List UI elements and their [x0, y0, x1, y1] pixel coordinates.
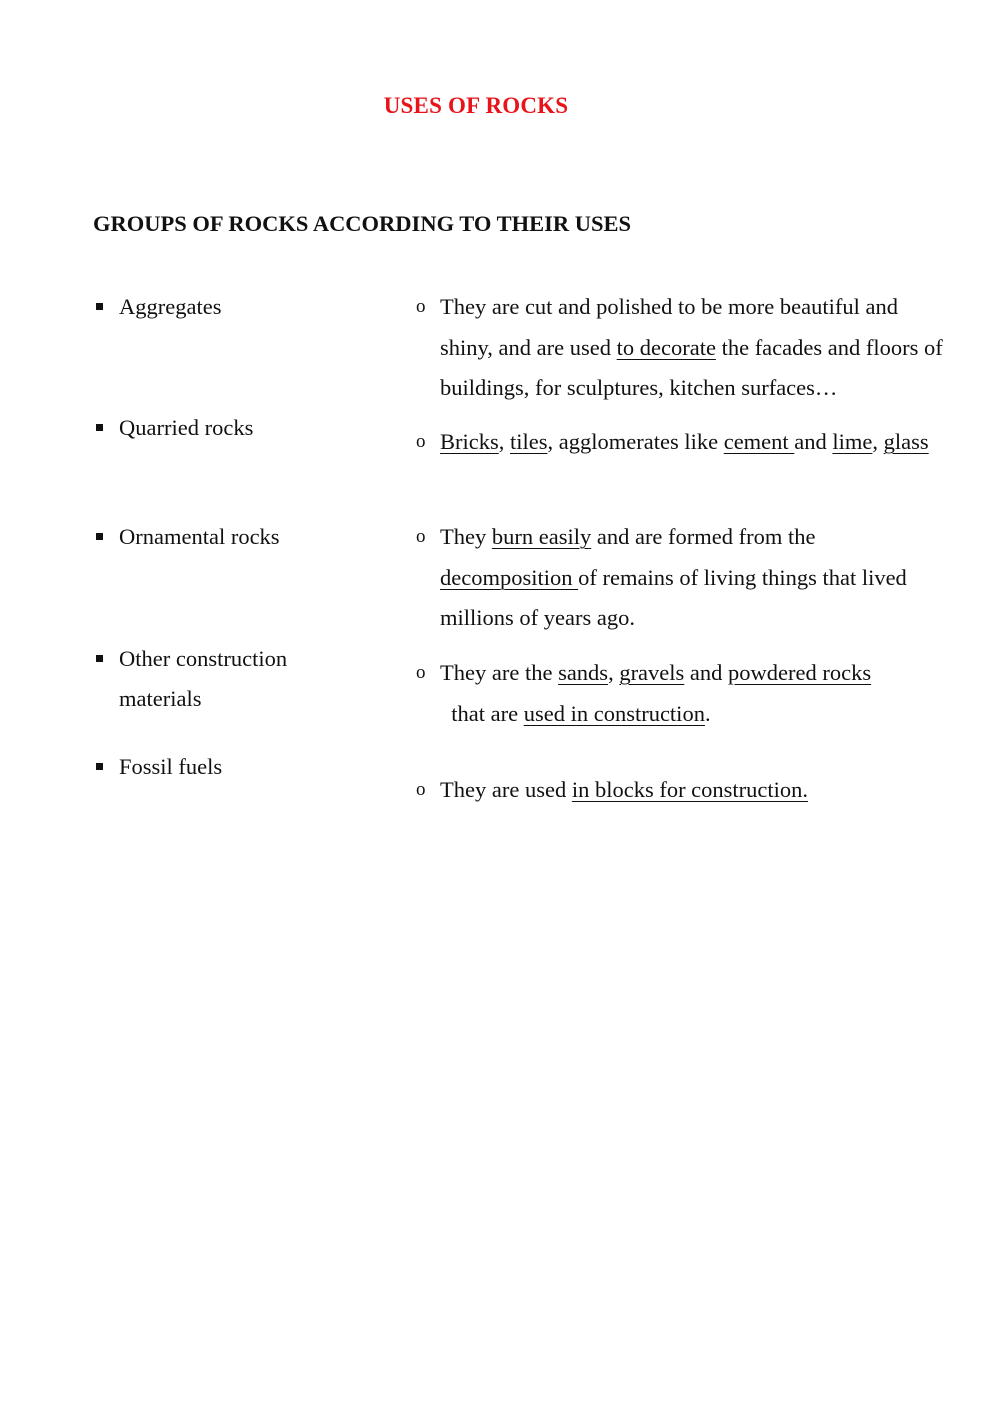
use-text-segment: They are used: [440, 777, 572, 802]
group-label: Quarried rocks: [119, 415, 254, 440]
group-item-quarried-rocks: [96, 408, 319, 448]
use-text-segment: and: [684, 660, 729, 685]
square-bullet-icon: [96, 424, 103, 431]
use-text-underlined: glass: [883, 429, 929, 454]
use-text: [440, 653, 955, 734]
section-heading: GROUPS OF ROCKS ACCORDING TO THEIR USES: [93, 211, 632, 236]
use-text: [440, 770, 955, 811]
use-text-underlined: powdered rocks: [728, 660, 872, 685]
square-bullet-icon: [96, 655, 103, 662]
use-text-segment: of remains of living things that lived millions of years ago.: [440, 564, 907, 630]
use-text-underlined: decomposition: [440, 564, 579, 590]
group-label: Other construction materials: [119, 646, 288, 711]
group-item-other-construction-materials: [96, 639, 319, 719]
use-text: [440, 287, 955, 409]
use-text-segment: .: [704, 700, 711, 726]
use-text-segment: They: [440, 524, 492, 549]
use-item-4: [416, 653, 955, 734]
group-item-aggregates: [96, 287, 319, 327]
group-label: Aggregates: [119, 294, 222, 319]
use-text-segment: They are the: [440, 660, 559, 685]
use-text-segment: ,: [872, 429, 884, 454]
group-label: Ornamental rocks: [119, 524, 280, 549]
circle-bullet-icon: o: [416, 779, 426, 800]
use-text: [440, 422, 955, 463]
square-bullet-icon: [96, 763, 103, 770]
use-text-segment: , agglomerates like: [547, 429, 724, 454]
use-item-1: [416, 287, 955, 409]
use-text-underlined: sands: [558, 660, 609, 685]
use-text-segment: They are cut and polished to be more beautiful and shiny, and are used: [440, 294, 898, 360]
circle-bullet-icon: o: [416, 431, 426, 452]
group-item-ornamental-rocks: [96, 517, 319, 557]
use-item-2: [416, 422, 955, 463]
use-text-segment: the facades and floors of buildings, for sculptures, kitchen surfaces…: [440, 334, 943, 400]
use-text-underlined: burn easily: [491, 524, 592, 549]
use-text-segment: ,: [608, 660, 620, 685]
use-text-underlined: in blocks for construction.: [571, 777, 809, 802]
use-text-underlined: used in construction: [523, 700, 705, 726]
group-label: Fossil fuels: [119, 754, 223, 779]
circle-bullet-icon: o: [416, 526, 426, 547]
use-item-5: [416, 770, 955, 811]
use-text-underlined: gravels: [619, 660, 685, 685]
circle-bullet-icon: o: [416, 296, 426, 317]
use-text-underlined: lime: [832, 429, 873, 454]
use-text-underlined: tiles: [510, 429, 548, 454]
use-text-underlined: cement: [723, 429, 795, 454]
use-text-underlined: to decorate: [616, 334, 716, 360]
use-text-underlined: Bricks: [440, 429, 499, 454]
use-text-segment: and: [794, 429, 833, 454]
square-bullet-icon: [96, 303, 103, 310]
use-text-segment: and are formed from the: [591, 524, 816, 549]
use-text-segment: ,: [498, 429, 510, 454]
use-text-segment: that are: [440, 700, 524, 726]
use-text: [440, 517, 955, 639]
use-item-3: [416, 517, 955, 639]
circle-bullet-icon: o: [416, 662, 426, 683]
page-title: USES OF ROCKS: [383, 93, 569, 118]
square-bullet-icon: [96, 533, 103, 540]
group-item-fossil-fuels: [96, 747, 319, 787]
